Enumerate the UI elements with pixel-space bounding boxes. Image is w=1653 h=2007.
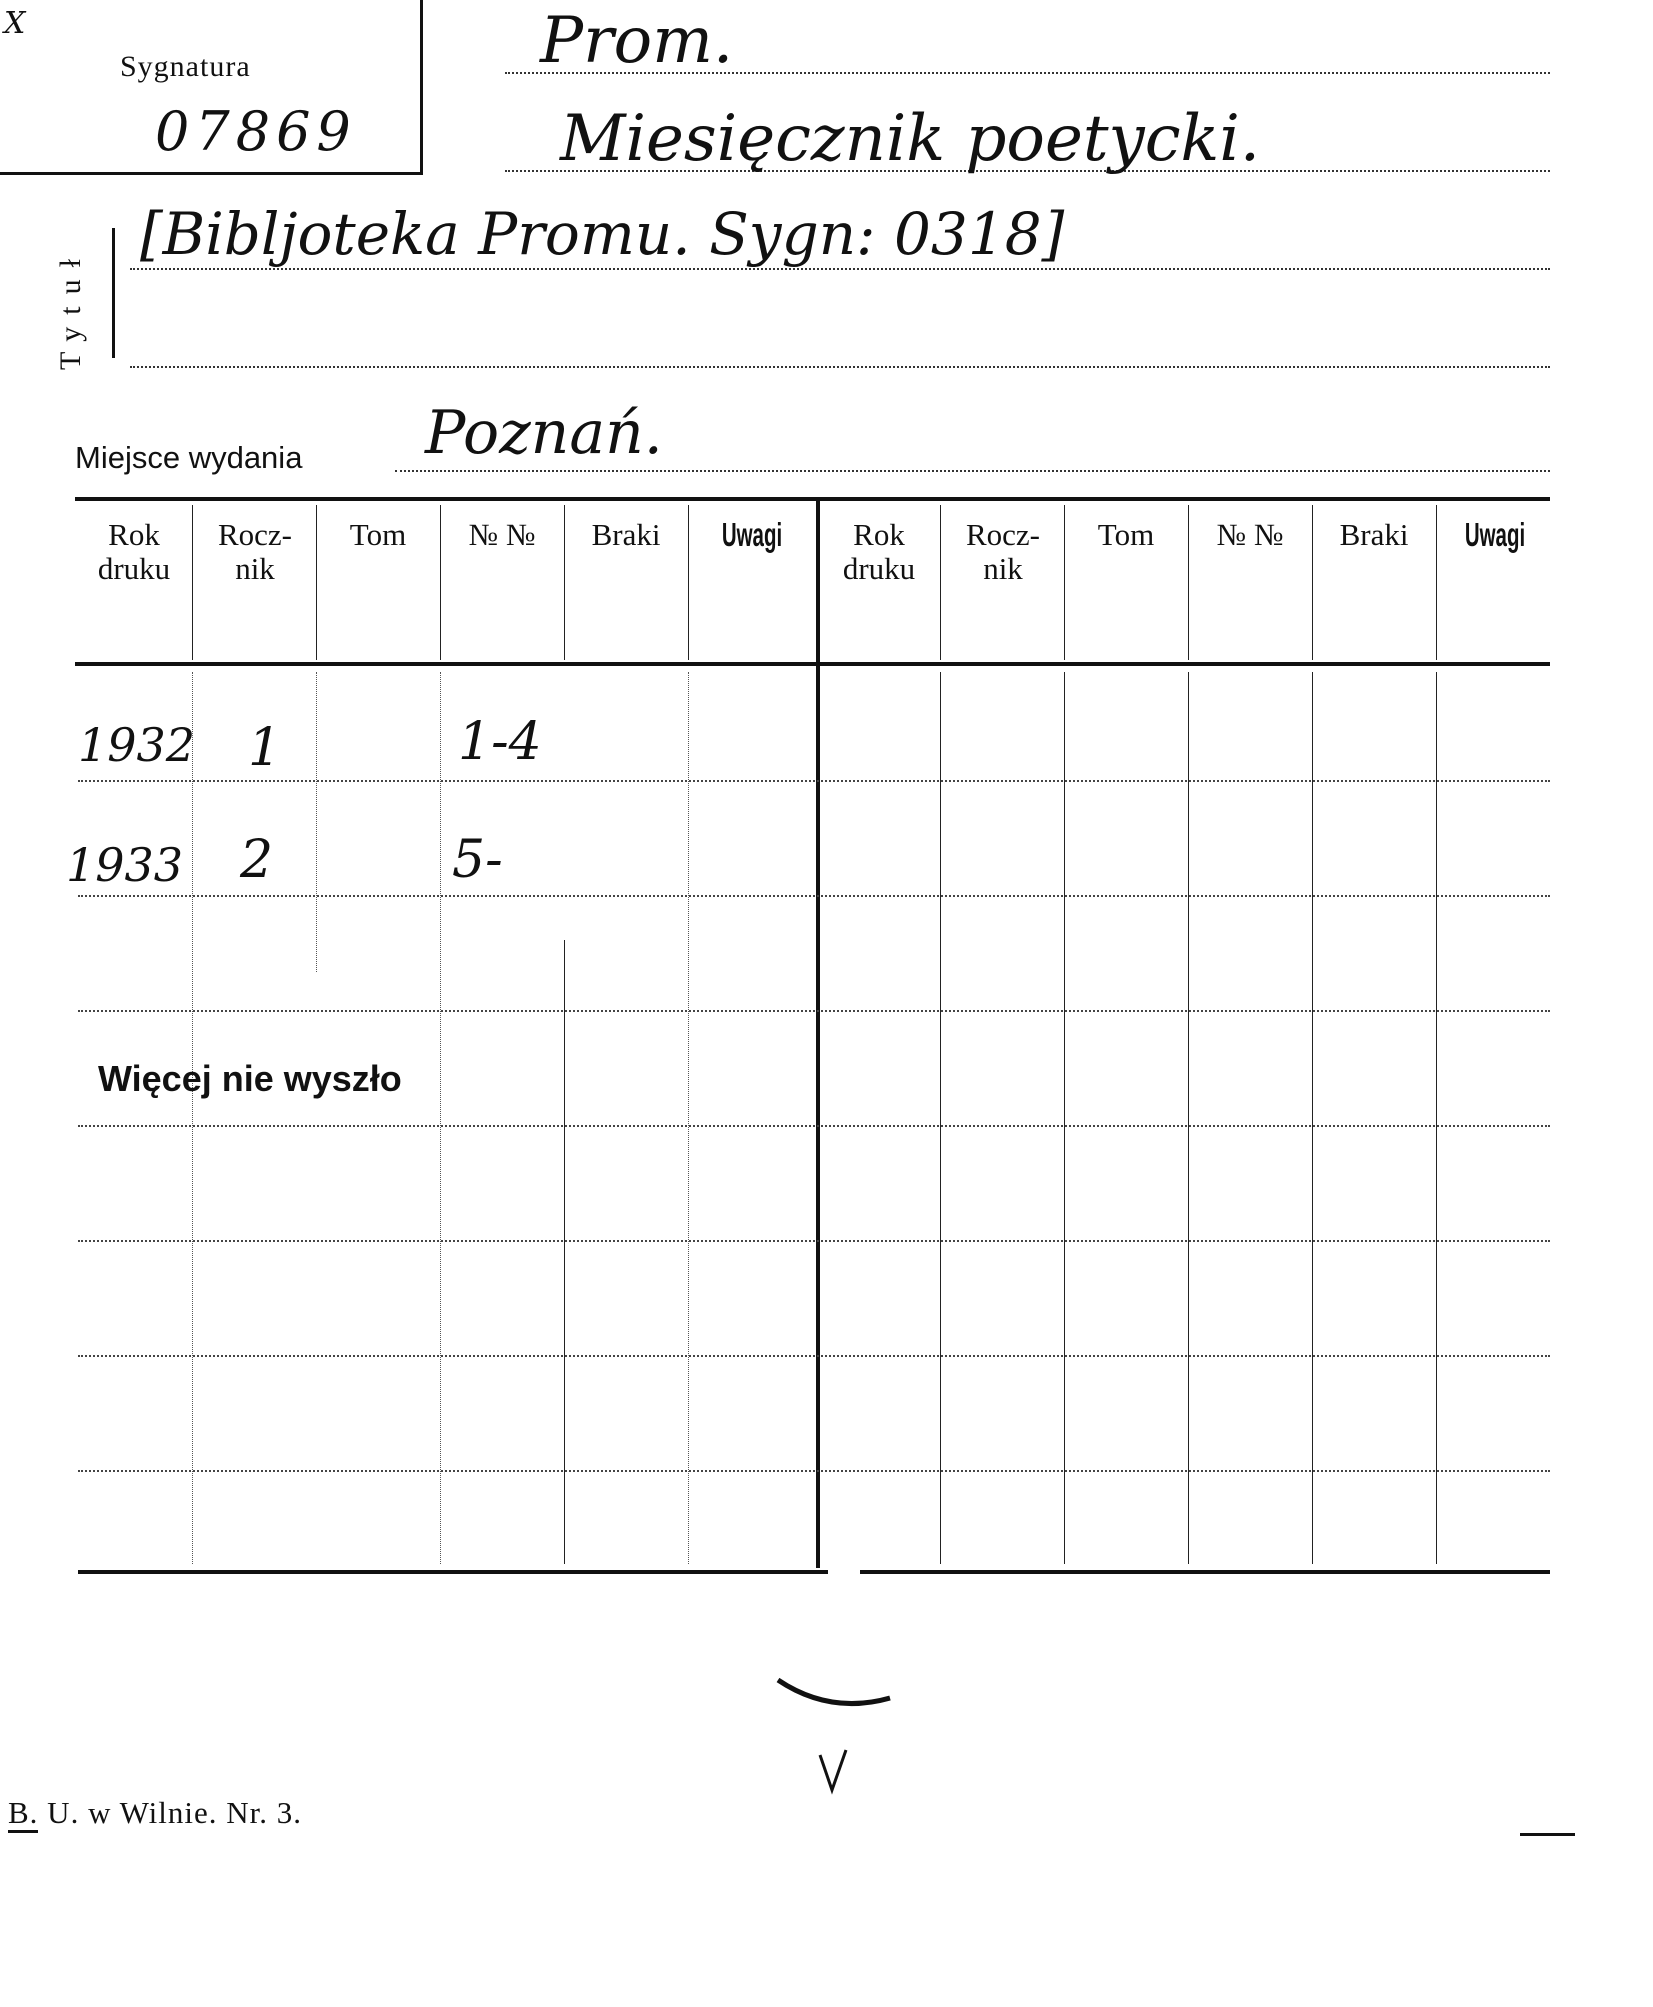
check-mark	[770, 1660, 920, 1800]
row-2-rok: 1933	[66, 838, 184, 892]
row-rule	[78, 895, 1550, 897]
header-braki-right: Braki	[1339, 517, 1409, 552]
title-value-3: [Bibljoteka Promu. Sygn: 0318]	[140, 200, 1065, 268]
body-col-sep	[1064, 672, 1065, 1564]
header-sep	[440, 505, 441, 660]
table-bottom-rule-left	[78, 1570, 828, 1574]
header-uwagi: Uwagi	[721, 516, 783, 553]
place-value: Poznań.	[425, 398, 663, 468]
title-line-3	[130, 268, 1550, 270]
row-rule	[78, 1010, 1550, 1012]
row-rule	[78, 780, 1550, 782]
row-1-rocznik: 1	[248, 718, 282, 778]
header-sep	[1188, 505, 1189, 660]
body-col-sep	[1312, 672, 1313, 1564]
row-rule	[78, 1470, 1550, 1472]
header-sep	[1312, 505, 1313, 660]
table-header-rule	[75, 662, 1550, 666]
header-sep	[564, 505, 565, 660]
header-rocznik: Rocz- nik	[217, 517, 293, 586]
row-rule	[78, 1355, 1550, 1357]
row-1-rok: 1932	[78, 718, 196, 772]
stamp-note: Więcej nie wyszło	[98, 1058, 402, 1099]
row-2-rocznik: 2	[240, 830, 274, 890]
body-col-sep	[940, 672, 941, 1564]
body-col-sep	[316, 672, 317, 972]
corner-mark: X	[4, 6, 26, 41]
table-bottom-rule-right	[860, 1570, 1550, 1574]
header-numery: № №	[468, 517, 536, 552]
title-value-1: Prom.	[540, 4, 734, 78]
signature-label: Sygnatura	[120, 50, 251, 83]
header-braki: Braki	[591, 517, 661, 552]
table-center-divider	[816, 500, 820, 1568]
header-numery-right: № №	[1216, 517, 1284, 552]
header-sep	[940, 505, 941, 660]
signature-number: 07869	[155, 100, 357, 163]
row-2-numery: 5-	[452, 830, 503, 890]
header-sep	[1064, 505, 1065, 660]
body-col-sep	[688, 672, 689, 1564]
header-sep	[688, 505, 689, 660]
footer-dash-right	[1520, 1833, 1575, 1836]
title-side-label: Tytuł	[54, 247, 87, 370]
footer-underline	[8, 1830, 38, 1833]
header-tom: Tom	[349, 517, 407, 552]
body-col-sep	[1436, 672, 1437, 1564]
footer-publisher: B. U. w Wilnie. Nr. 3.	[8, 1795, 303, 1830]
header-tom-right: Tom	[1097, 517, 1155, 552]
header-sep	[1436, 505, 1437, 660]
header-uwagi-right: Uwagi	[1464, 516, 1526, 553]
place-label: Miejsce wydania	[75, 440, 303, 475]
body-col-sep	[192, 672, 193, 1564]
row-rule	[78, 1240, 1550, 1242]
body-col-sep	[1188, 672, 1189, 1564]
title-side-bracket	[112, 228, 115, 358]
row-1-numery: 1-4	[458, 712, 542, 772]
title-value-2: Miesięcznik poetycki.	[560, 102, 1261, 176]
header-sep	[192, 505, 193, 660]
header-rok-druku-right: Rok druku	[842, 517, 916, 586]
title-line-4	[130, 366, 1550, 368]
place-line	[395, 470, 1550, 472]
header-rok-druku: Rok druku	[97, 517, 171, 586]
row-rule	[78, 1125, 1550, 1127]
header-sep	[316, 505, 317, 660]
table-top-rule	[75, 497, 1550, 501]
header-rocznik-right: Rocz- nik	[965, 517, 1041, 586]
body-col-sep	[440, 672, 441, 1564]
